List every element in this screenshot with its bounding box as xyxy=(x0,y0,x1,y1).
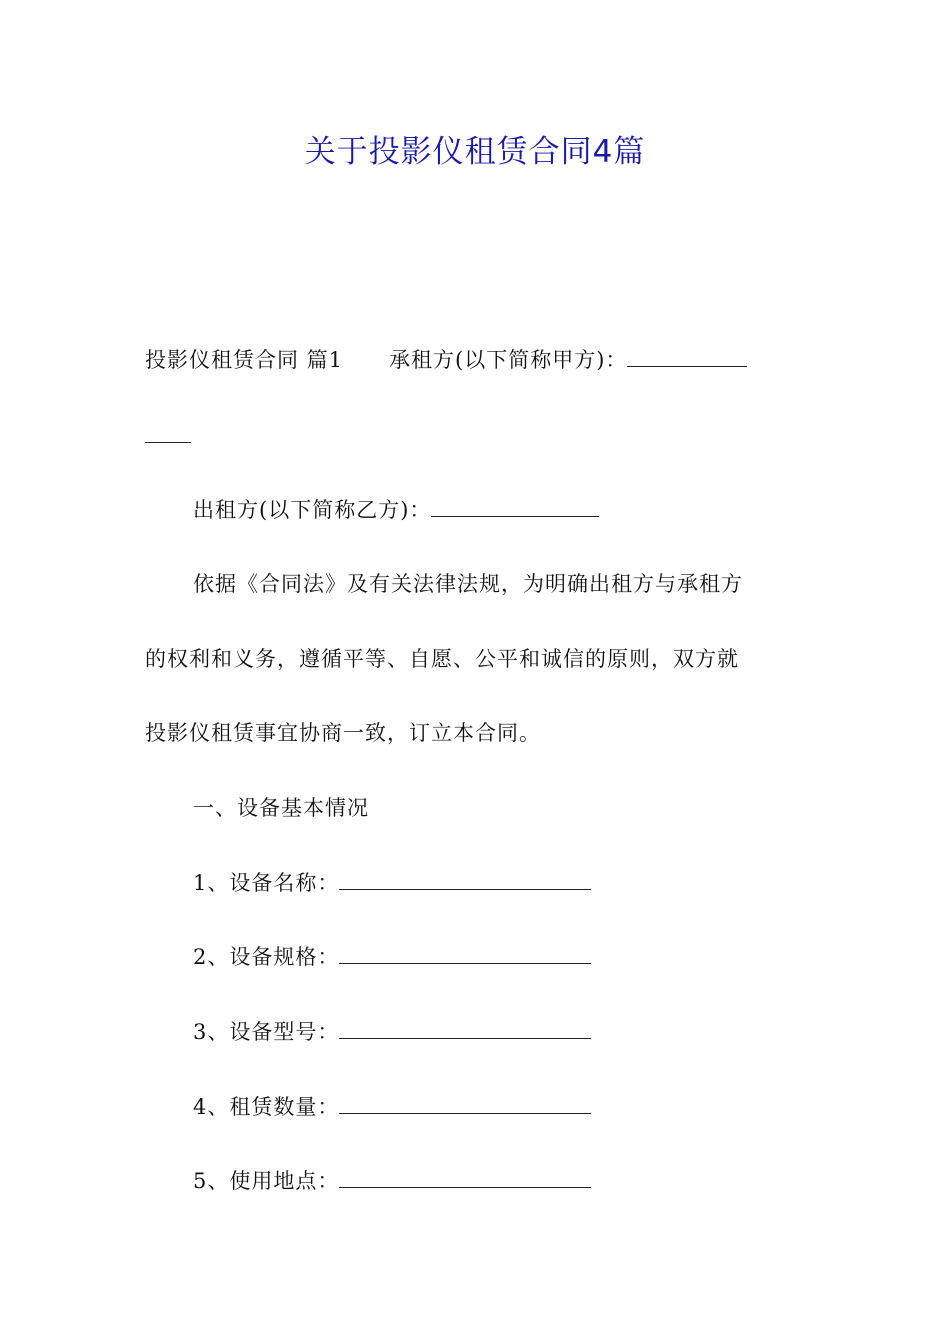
item-blank xyxy=(339,945,591,964)
item-blank xyxy=(339,1169,591,1188)
item-blank xyxy=(339,1095,591,1114)
item-label: 5、使用地点： xyxy=(193,1169,340,1193)
item-label: 1、设备名称： xyxy=(193,871,340,895)
party-a-blank xyxy=(627,348,747,367)
body-paragraph-line-3: 投影仪租赁事宜协商一致，订立本合同。 xyxy=(145,721,541,745)
contract-heading-line xyxy=(145,344,747,376)
document-title: 关于投影仪租赁合同4篇 xyxy=(304,134,646,170)
item-label: 2、设备规格： xyxy=(193,945,340,969)
item-label: 3、设备型号： xyxy=(193,1020,340,1044)
party-b-label: 出租方(以下简称乙方)： xyxy=(193,498,432,522)
item-equipment-name xyxy=(193,867,591,899)
body-paragraph-line-1: 依据《合同法》及有关法律法规，为明确出租方与承租方 xyxy=(193,572,743,596)
contract-heading: 投影仪租赁合同 篇1 xyxy=(145,348,344,372)
item-rental-quantity xyxy=(193,1091,591,1123)
section-1-heading: 一、设备基本情况 xyxy=(193,796,369,820)
party-a-blank-continued-line xyxy=(145,420,191,452)
item-equipment-model xyxy=(193,1016,591,1048)
party-a-blank-continued xyxy=(145,424,191,443)
item-blank xyxy=(339,871,591,890)
item-usage-location xyxy=(193,1165,591,1197)
item-blank xyxy=(339,1020,591,1039)
party-b-blank xyxy=(431,498,599,517)
party-b-line xyxy=(193,494,599,526)
item-equipment-spec xyxy=(193,941,591,973)
party-a-label: 承租方(以下简称甲方)： xyxy=(389,348,628,372)
body-paragraph-line-2: 的权利和义务，遵循平等、自愿、公平和诚信的原则，双方就 xyxy=(145,647,739,671)
item-label: 4、租赁数量： xyxy=(193,1095,340,1119)
